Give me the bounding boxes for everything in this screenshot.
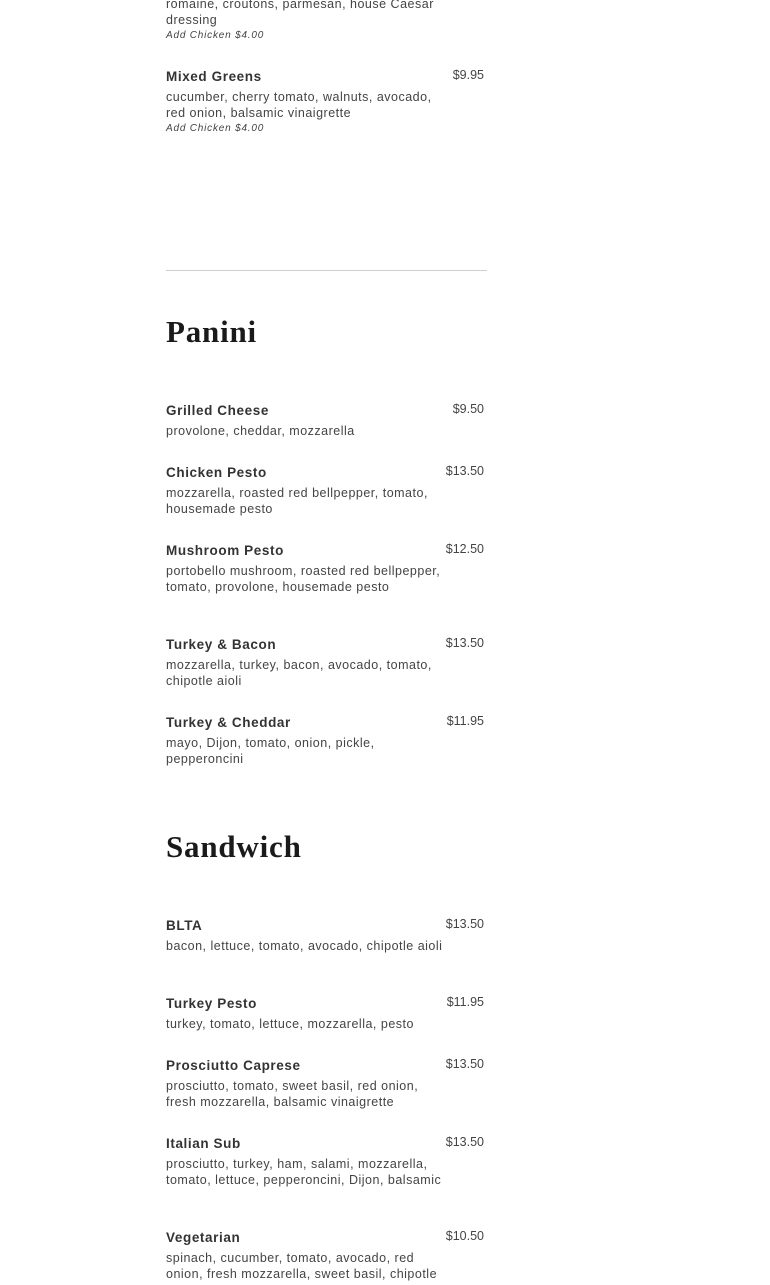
item-name: Vegetarian (166, 1230, 241, 1245)
section-title-sandwich: Sandwich (166, 829, 302, 864)
item-description: cucumber, cherry tomato, walnuts, avocado, red onion, balsamic vinaigrette (166, 90, 432, 120)
item-description: turkey, tomato, lettuce, mozzarella, pesto (166, 1017, 414, 1031)
item-price: $9.95 (452, 68, 484, 82)
item-description: romaine, croutons, parmesan, house Caesar dressing (166, 0, 434, 27)
section-divider (166, 270, 487, 271)
item-description: prosciutto, tomato, sweet basil, red onion, fresh mozzarella, balsamic vinaigrette (166, 1079, 419, 1109)
item-name: BLTA (166, 918, 203, 933)
menu-item-prosciutto-caprese (166, 1057, 486, 1110)
item-description: portobello mushroom, roasted red bellpepper, tomato, provolone, housemade pesto (166, 564, 441, 594)
item-description: mozzarella, roasted red bellpepper, tomato, housemade pesto (166, 486, 428, 516)
menu-item-mixed-greens (166, 68, 486, 137)
item-price: $13.50 (445, 464, 484, 478)
menu-item-turkey-bacon (166, 636, 486, 689)
item-name: Turkey & Cheddar (166, 715, 291, 730)
item-name: Mushroom Pesto (166, 543, 284, 558)
item-addon: Add Chicken $4.00 (166, 123, 265, 134)
item-price: $11.95 (446, 714, 484, 728)
item-name: Chicken Pesto (166, 465, 267, 480)
item-name: Grilled Cheese (166, 403, 269, 418)
item-name: Italian Sub (166, 1136, 241, 1151)
item-price: $12.50 (445, 542, 484, 556)
menu-item-grilled-cheese (166, 402, 486, 439)
item-price: $9.50 (452, 402, 484, 416)
item-description: mayo, Dijon, tomato, onion, pickle, pepperoncini (166, 736, 375, 766)
menu-item-caesar (166, 0, 486, 44)
item-addon: Add Chicken $4.00 (166, 30, 265, 41)
item-price: $13.50 (445, 1057, 484, 1071)
item-description: provolone, cheddar, mozzarella (166, 424, 355, 438)
menu-item-mushroom-pesto (166, 542, 486, 595)
item-price: $13.50 (445, 636, 484, 650)
menu-item-turkey-pesto (166, 995, 486, 1032)
menu-item-vegetarian (166, 1229, 486, 1282)
menu-item-blta (166, 917, 486, 954)
item-name: Mixed Greens (166, 69, 262, 84)
section-title-panini: Panini (166, 314, 257, 349)
item-name: Prosciutto Caprese (166, 1058, 301, 1073)
item-description: bacon, lettuce, tomato, avocado, chipotle aioli (166, 939, 443, 953)
item-description: prosciutto, turkey, ham, salami, mozzarella, tomato, lettuce, pepperoncini, Dijon, balsamic (166, 1157, 442, 1187)
item-price: $13.50 (445, 1135, 484, 1149)
item-name: Turkey & Bacon (166, 637, 277, 652)
item-price: $13.50 (445, 917, 484, 931)
item-name: Turkey Pesto (166, 996, 257, 1011)
menu-item-turkey-cheddar (166, 714, 486, 767)
menu-item-italian-sub (166, 1135, 486, 1188)
item-price: $11.95 (446, 995, 484, 1009)
menu-item-chicken-pesto (166, 464, 486, 517)
item-description: spinach, cucumber, tomato, avocado, red onion, fresh mozzarella, sweet basil, chipotle (166, 1251, 438, 1281)
item-price: $10.50 (445, 1229, 484, 1243)
item-description: mozzarella, turkey, bacon, avocado, tomato, chipotle aioli (166, 658, 432, 688)
